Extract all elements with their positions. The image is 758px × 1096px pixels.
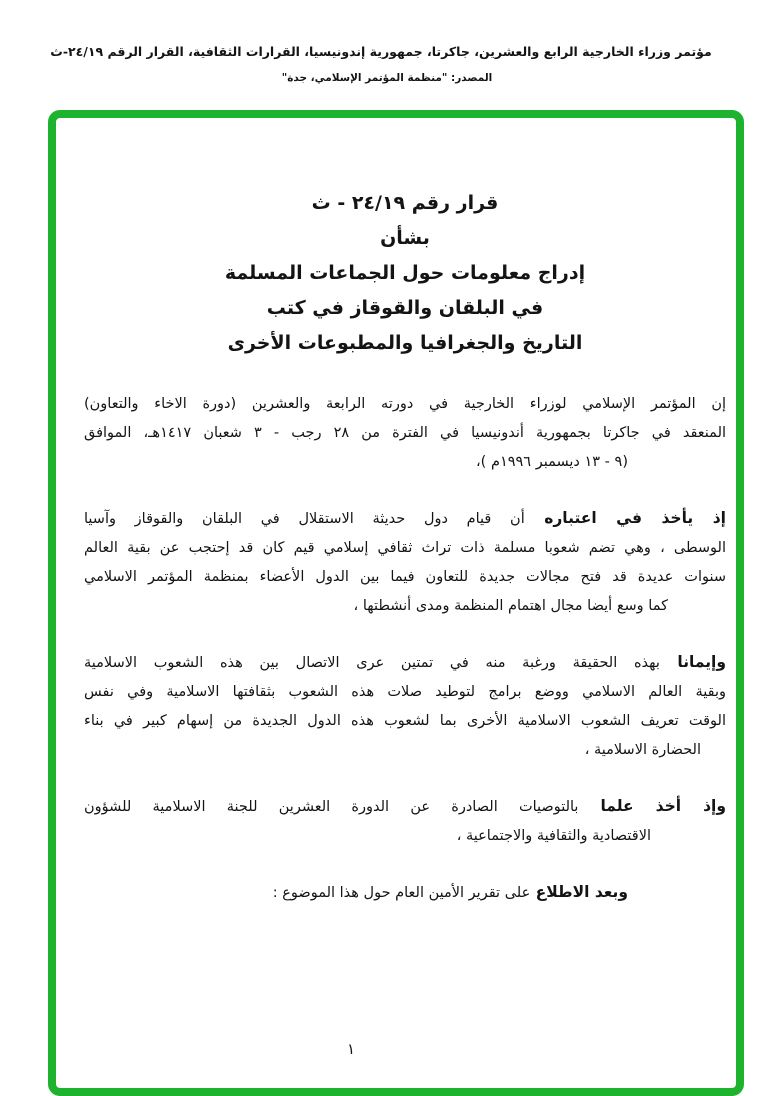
title-line: التاريخ والجغرافيا والمطبوعات الأخرى bbox=[227, 332, 583, 354]
paragraph-line: (٩ - ١٣ ديسمبر ١٩٩٦م )، bbox=[476, 454, 628, 470]
resolution-title-block bbox=[84, 186, 726, 361]
title-line: بشأن bbox=[380, 227, 430, 249]
paragraph bbox=[84, 504, 726, 621]
paragraph-line: وبعد الاطلاع على تقرير الأمين العام حول هذا الموضوع : bbox=[272, 883, 628, 901]
header-citation: مؤتمر وزراء الخارجية الرابع والعشرين، جاكرتا، جمهورية إندونيسيا، القرارات الثقافية، القرار الرقم ٢٤/١٩-ث bbox=[50, 44, 712, 59]
paragraph-lead-phrase: وبعد الاطلاع bbox=[530, 883, 628, 901]
paragraph-line: الوقت تعريف الشعوب الاسلامية الأخرى بما لشعوب هذه الدول الجديدة من إسهام كبير في بناء bbox=[84, 713, 726, 729]
green-border-frame bbox=[48, 110, 744, 1096]
paragraph-line: إن المؤتمر الإسلامي لوزراء الخارجية في دورته الرابعة والعشرين (دورة الاخاء والتعاون) bbox=[84, 396, 726, 412]
paragraph-line: وبقية العالم الاسلامي ووضع برامج لتوطيد صلات هذه الشعوب بثقافتها الاسلامية وفي نفس bbox=[84, 684, 726, 700]
paragraph-line: وإذ أخذ علما بالتوصيات الصادرة عن الدورة العشرين للجنة الاسلامية للشؤون bbox=[84, 797, 726, 815]
paragraph bbox=[84, 792, 726, 851]
paragraph-line: المنعقد في جاكرتا بجمهورية أندونيسيا في الفترة من ٢٨ رجب - ٣ شعبان ١٤١٧هـ، الموافق bbox=[84, 425, 727, 441]
paragraph-lead-phrase: إذ يأخذ في اعتباره bbox=[524, 509, 726, 527]
paragraph-line: الاقتصادية والثقافية والاجتماعية ، bbox=[456, 828, 651, 844]
title-line: في البلقان والقوقاز في كتب bbox=[266, 297, 544, 319]
paragraph-line: وإيمانا بهذه الحقيقة ورغبة منه في تمتين عرى الاتصال بين هذه الشعوب الاسلامية bbox=[84, 653, 727, 671]
paragraph-line: الوسطى ، وهي تضم شعوبا مسلمة ذات تراث ثقافي إسلامي قيم كان قد إحتجب عن بقية العالم bbox=[84, 540, 726, 556]
paragraph-line: سنوات عديدة قد فتح مجالات جديدة للتعاون فيما بين الدول الأعضاء بمنظمة المؤتمر الاسلامي bbox=[84, 569, 726, 585]
resolution-body bbox=[84, 390, 726, 908]
paragraph-line: إذ يأخذ في اعتباره أن قيام دول حديثة الاستقلال في البلقان والقوقاز وآسيا bbox=[84, 509, 726, 527]
paragraph-line: كما وسع أيضا مجال اهتمام المنظمة ومدى أنشطتها ، bbox=[353, 598, 668, 614]
paragraph bbox=[84, 390, 726, 477]
paragraph-lead-phrase: وإيمانا bbox=[659, 653, 727, 671]
paragraph bbox=[84, 648, 726, 765]
title-line: إدراج معلومات حول الجماعات المسلمة bbox=[224, 262, 586, 284]
paragraph bbox=[84, 878, 726, 908]
header-source: المصدر: "منظمة المؤتمر الإسلامي، جدة" bbox=[281, 72, 493, 84]
title-line: قرار رقم ٢٤/١٩ - ث bbox=[311, 192, 499, 214]
paragraph-lead-phrase: وإذ أخذ علما bbox=[578, 797, 726, 815]
page-number: ١ bbox=[346, 1040, 356, 1058]
paragraph-line: الحضارة الاسلامية ، bbox=[584, 742, 701, 758]
